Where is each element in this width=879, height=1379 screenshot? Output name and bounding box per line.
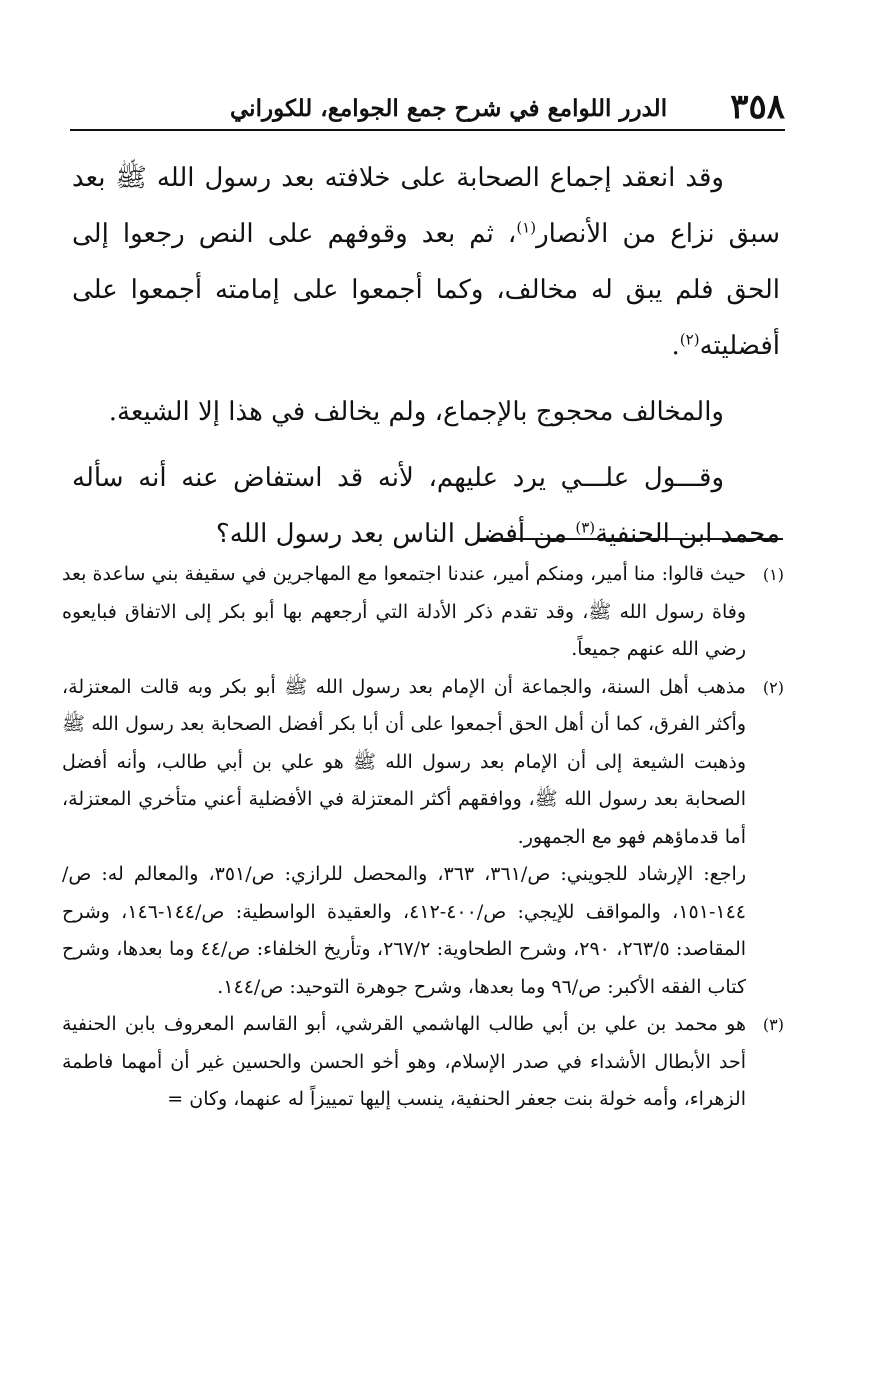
footnotes (62, 556, 784, 1119)
footnote-1 (62, 556, 784, 669)
footnote-ref-1: (١) (516, 218, 537, 237)
paragraph-2: والمخالف محجوج بالإجماع، ولم يخالف في هذا إلا الشيعة. (108, 397, 724, 427)
footnote-2-text: مذهب أهل السنة، والجماعة أن الإمام بعد رسول الله ﷺ أبو بكر وبه قالت المعتزلة، وأكثر الفرق، كما أن أهل الحق أجمعوا على أن أبا بكر أفضل الصحابة بعد رسول الله ﷺ وذهبت الشيعة إلى أن الإمام بعد رسول الله ﷺ هو علي بن أبي طالب، وأنه أفضل الصحابة بعد رسول الله ﷺ، ووافقهم أكثر المعتزلة في الأفضلية أعني متأخري المعتزلة، أما قدماؤهم فهو مع الجمهور. (62, 675, 746, 848)
footnotes-separator (478, 538, 783, 540)
footnote-ref-3: (٣) (575, 518, 596, 537)
footnote-2-number: (٢) (762, 677, 784, 697)
footnote-3-number: (٣) (762, 1015, 784, 1034)
footnote-ref-2: (٢) (679, 330, 700, 349)
header-rule (70, 129, 785, 131)
paragraph-1-text-c: . (671, 331, 680, 361)
footnote-1-number: (١) (762, 565, 784, 584)
paragraph-3-text-b: من أفضل الناس بعد رسول الله؟ (215, 519, 576, 549)
paragraph-3-text-a: وقـــول علـــي يرد عليهم، لأنه قد استفاض عنه أنه سأله محمد ابن الحنفية (72, 463, 780, 549)
footnote-3 (62, 1006, 784, 1119)
footnote-2-references: راجع: الإرشاد للجويني: ص/٣٦١، ٣٦٣، والمحصل للرازي: ص/٣٥١، والمعالم له: ص/١٤٤-١٥١، والمواقف للإيجي: ص/٤٠٠-٤١٢، والعقيدة الواسطية: ص/١٤٤-١٤٦، وشرح المقاصد: ٢٦٣/٥، ٢٩٠، وشرح الطحاوية: ٢٦٧/٢، وتأريخ الخلفاء: ص/٤٤ وما بعدها، وشرح كتاب الفقه الأكبر: ص/٩٦ وما بعدها، وشرح جوهرة التوحيد: ص/١٤٤. (62, 863, 747, 998)
footnote-3-text: هو محمد بن علي بن أبي طالب الهاشمي القرشي، أبو القاسم المعروف بابن الحنفية أحد الأبطال الأشداء في صدر الإسلام، وهو أخو الحسن والحسين غير أن أمهما فاطمة الزهراء، وأمه خولة بنت جعفر الحنفية، ينسب إليها تمييزاً له عنهما، وكان = (62, 1013, 746, 1110)
running-title: الدرر اللوامع في شرح جمع الجوامع، للكوراني (230, 95, 668, 122)
main-text (72, 150, 780, 572)
page-number: ٣٥٨ (730, 87, 785, 127)
paragraph-1-text-a: وقد انعقد إجماع الصحابة على خلافته بعد رسول الله ﷺ بعد سبق نزاع من الأنصار (72, 163, 780, 249)
page-header (70, 88, 785, 128)
paragraph-1-text-b: ، ثم بعد وقوفهم على النص رجعوا إلى الحق فلم يبق له مخالف، وكما أجمعوا على إمامته أجمعوا على أفضليته (72, 219, 780, 361)
footnote-1-text: حيث قالوا: منا أمير، ومنكم أمير، عندنا اجتمعوا مع المهاجرين في سقيفة بني ساعدة بعد وفاة رسول الله ﷺ، وقد تقدم ذكر الأدلة التي أرجعهم بها أبو بكر إلى الاتفاق فبايعوه رضي الله عنهم جميعاً. (62, 563, 746, 660)
footnote-2 (62, 669, 784, 857)
paragraph-3 (72, 450, 780, 562)
paragraph-1 (72, 150, 780, 374)
